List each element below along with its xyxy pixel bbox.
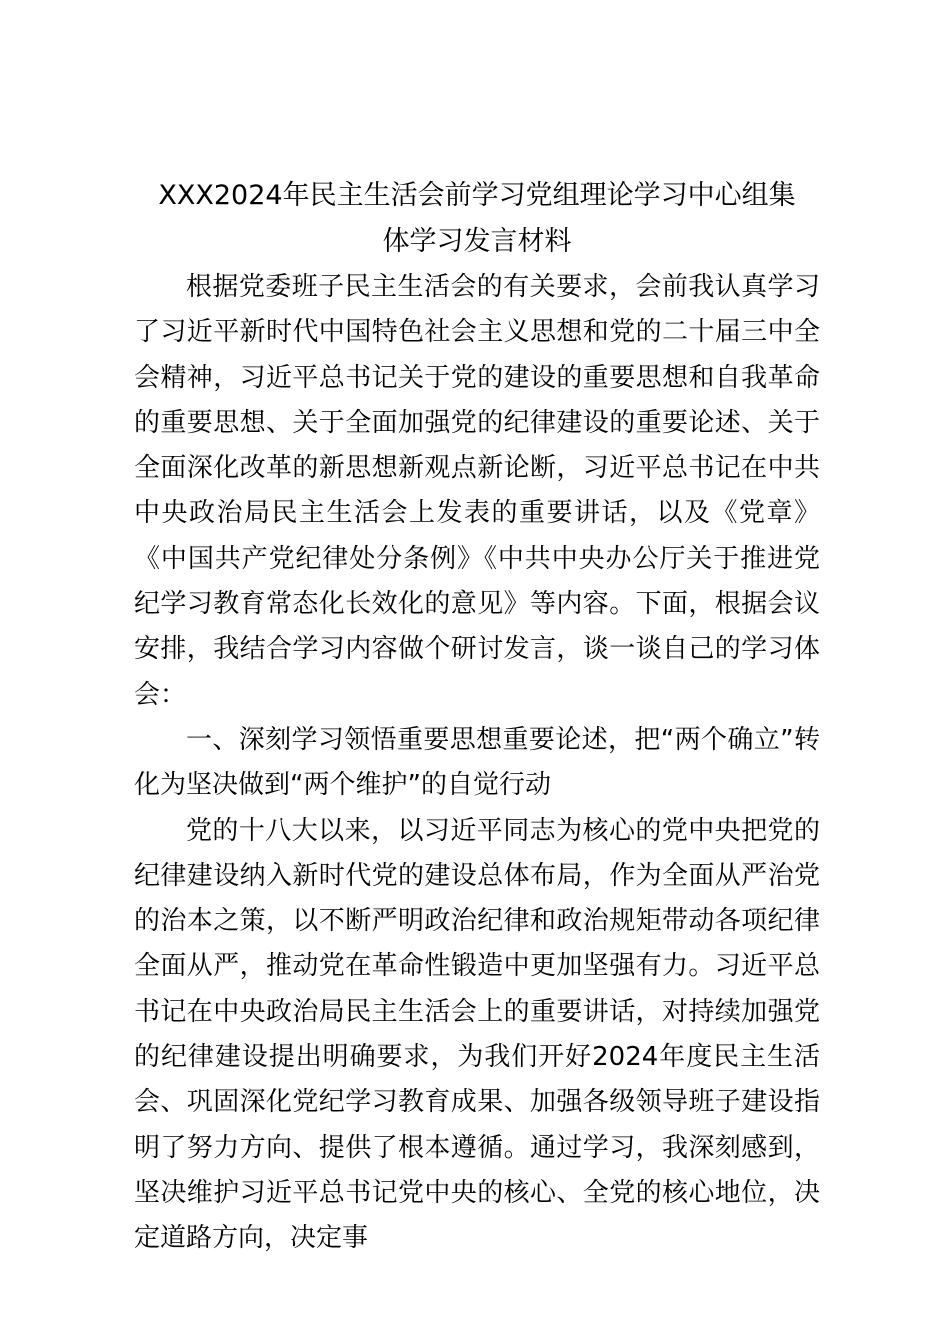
document-title	[134, 173, 820, 265]
body-paragraph: 党的十八大以来，以习近平同志为核心的党中央把党的纪律建设纳入新时代党的建设总体布局，作为全面从严治党的治本之策，以不断严明政治纪律和政治规矩带动各项纪律全面从严，推动党在革命性锻造中更加坚强有力。习近平总书记在中央政治局民主生活会上的重要讲话，对持续加强党的纪律建设提出明确要求，为我们开好2024年度民主生活会、巩固深化党纪学习教育成果、加强各级领导班子建设指明了努力方向、提供了根本遵循。通过学习，我深刻感到，坚决维护习近平总书记党中央的核心、全党的核心地位，决定道路方向，决定事	[134, 815, 820, 1254]
intro-paragraph: 根据党委班子民主生活会的有关要求，会前我认真学习了习近平新时代中国特色社会主义思想和党的二十届三中全会精神，习近平总书记关于党的建设的重要思想和自我革命的重要思想、关于全面加强党的纪律建设的重要论述、关于全面深化改革的新思想新观点新论断，习近平总书记在中共中央政治局民主生活会上发表的重要讲话，以及《党章》《中国共产党纪律处分条例》《中共中央办公厅关于推进党纪学习教育常态化长效化的意见》等内容。下面，根据会议安排，我结合学习内容做个研讨发言，谈一谈自己的学习体会：	[134, 272, 820, 710]
section-heading-1: 一、深刻学习领悟重要思想重要论述，把“两个确立”转化为坚决做到“两个维护”的自觉行动	[134, 724, 820, 801]
document-body	[134, 173, 820, 1262]
title-line-1: XXX2024年民主生活会前学习党组理论学习中心组集	[158, 180, 796, 211]
title-line-2: 体学习发言材料	[382, 226, 572, 257]
